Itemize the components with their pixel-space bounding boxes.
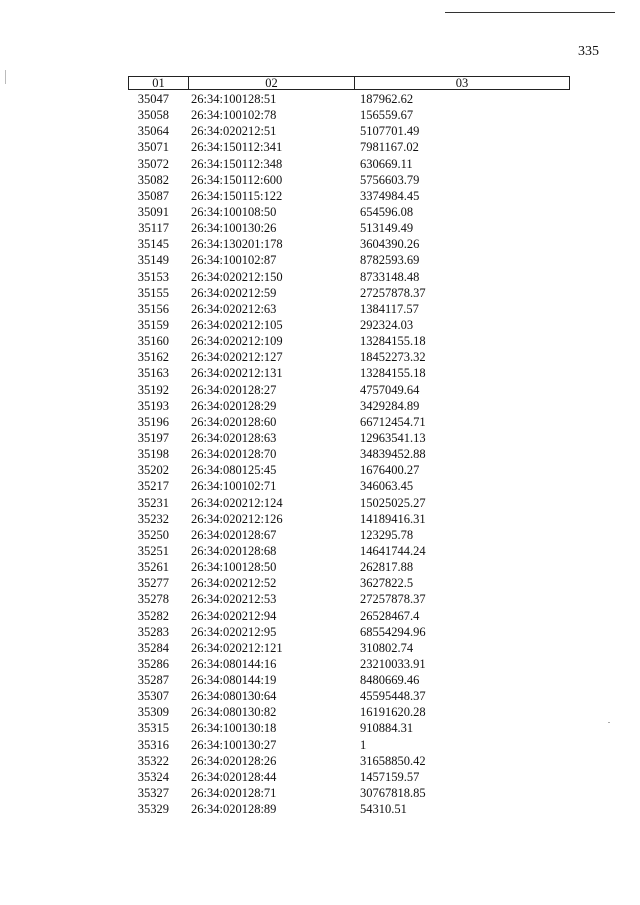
table-cell: 35047 bbox=[137, 92, 169, 106]
scan-artifact bbox=[5, 70, 6, 84]
table-cell: 26:34:020212:150 bbox=[191, 269, 283, 284]
table-row bbox=[128, 252, 570, 268]
table-row bbox=[128, 672, 570, 688]
table-cell: 35064 bbox=[137, 124, 169, 139]
table-cell: 26:34:020128:89 bbox=[191, 802, 277, 817]
table-cell: 35149 bbox=[137, 253, 169, 268]
table-cell: 513149.49 bbox=[360, 221, 414, 236]
table-cell: 35286 bbox=[137, 656, 169, 671]
table-cell: 26:34:100108:50 bbox=[191, 204, 277, 219]
table-cell: 26:34:020212:124 bbox=[191, 495, 283, 510]
table-row bbox=[128, 753, 570, 769]
table-row bbox=[128, 414, 570, 430]
table-cell: 5756603.79 bbox=[360, 172, 420, 187]
table-header bbox=[128, 76, 570, 90]
table-cell: 35159 bbox=[137, 317, 169, 332]
table-row bbox=[128, 688, 570, 704]
table-cell: 26:34:020212:127 bbox=[191, 350, 283, 365]
table-cell: 35202 bbox=[137, 463, 169, 478]
table-row bbox=[128, 285, 570, 301]
table-cell: 35287 bbox=[137, 673, 169, 688]
table-row bbox=[128, 543, 570, 559]
table-cell: 26:34:100130:26 bbox=[191, 221, 277, 236]
table-cell: 26:34:020212:63 bbox=[191, 301, 277, 316]
table-cell: 35162 bbox=[137, 350, 169, 365]
table-cell: 26:34:020212:121 bbox=[191, 640, 283, 655]
table-cell: 35198 bbox=[137, 447, 169, 462]
table-cell: 8733148.48 bbox=[360, 269, 420, 284]
table-cell: 26:34:150112:341 bbox=[191, 140, 283, 155]
table-cell: 4757049.64 bbox=[360, 382, 420, 397]
table-cell: 35284 bbox=[137, 640, 169, 655]
table-row bbox=[128, 156, 570, 172]
table-row bbox=[128, 398, 570, 414]
table-cell: 35058 bbox=[137, 108, 169, 123]
table-cell: 12963541.13 bbox=[360, 430, 426, 445]
table-cell: 35278 bbox=[137, 592, 169, 607]
table-cell: 35232 bbox=[137, 511, 169, 526]
table-cell: 26:34:150112:600 bbox=[191, 172, 283, 187]
table-row bbox=[128, 269, 570, 285]
table-cell: 35307 bbox=[137, 689, 169, 704]
table-cell: 35261 bbox=[137, 560, 169, 575]
table-row bbox=[128, 737, 570, 753]
table-cell: 1384117.57 bbox=[360, 301, 419, 316]
table-row bbox=[128, 107, 570, 123]
table-row bbox=[128, 559, 570, 575]
column-header-01: 01 bbox=[129, 77, 189, 89]
table-row bbox=[128, 769, 570, 785]
table-cell: 14641744.24 bbox=[360, 543, 426, 558]
table-cell: 8480669.46 bbox=[360, 673, 420, 688]
table-cell: 26:34:080130:64 bbox=[191, 689, 277, 704]
table-cell: 45595448.37 bbox=[360, 689, 426, 704]
table-cell: 13284155.18 bbox=[360, 334, 426, 349]
table-cell: 346063.45 bbox=[360, 479, 414, 494]
table-cell: 35217 bbox=[137, 479, 169, 494]
table-cell: 3429284.89 bbox=[360, 398, 420, 413]
table-row bbox=[128, 204, 570, 220]
table-cell: 26:34:020128:68 bbox=[191, 543, 277, 558]
table-cell: 630669.11 bbox=[360, 156, 413, 171]
column-header-03: 03 bbox=[455, 76, 469, 90]
table-row bbox=[128, 220, 570, 236]
table-cell: 35160 bbox=[137, 334, 169, 349]
table-cell: 26:34:080144:19 bbox=[191, 673, 277, 688]
table-cell: 35231 bbox=[137, 495, 169, 510]
table-row bbox=[128, 172, 570, 188]
table-row bbox=[128, 478, 570, 494]
table-row bbox=[128, 333, 570, 349]
table-cell: 26:34:020212:53 bbox=[191, 592, 277, 607]
table-row bbox=[128, 349, 570, 365]
table-cell: 35155 bbox=[137, 285, 169, 300]
table-cell: 3604390.26 bbox=[360, 237, 420, 252]
table-cell: 26:34:100102:71 bbox=[191, 479, 277, 494]
table-cell: 54310.51 bbox=[360, 802, 407, 817]
table-cell: 18452273.32 bbox=[360, 350, 426, 365]
table-cell: 16191620.28 bbox=[360, 705, 426, 720]
column-header-02: 02 bbox=[189, 77, 355, 89]
table-row bbox=[128, 317, 570, 333]
table-cell: 23210033.91 bbox=[360, 656, 426, 671]
table-cell: 26:34:020212:109 bbox=[191, 334, 283, 349]
table-cell: 27257878.37 bbox=[360, 285, 426, 300]
table-cell: 26:34:020128:60 bbox=[191, 414, 277, 429]
table-cell: 26:34:080125:45 bbox=[191, 463, 277, 478]
table-cell: 654596.08 bbox=[360, 204, 414, 219]
table-cell: 1 bbox=[360, 737, 367, 752]
table-row bbox=[128, 656, 570, 672]
table-cell: 35250 bbox=[137, 527, 169, 542]
table-cell: 35087 bbox=[137, 188, 169, 203]
data-table bbox=[128, 76, 570, 817]
table-cell: 31658850.42 bbox=[360, 753, 426, 768]
table-cell: 26:34:020212:59 bbox=[191, 285, 277, 300]
page-number: 335 bbox=[578, 44, 599, 59]
table-cell: 26:34:100130:27 bbox=[191, 737, 277, 752]
table-cell: 310802.74 bbox=[360, 640, 414, 655]
table-cell: 26:34:020128:67 bbox=[191, 527, 277, 542]
table-cell: 1457159.57 bbox=[360, 769, 420, 784]
table-row bbox=[128, 624, 570, 640]
header-rule bbox=[445, 12, 615, 13]
table-cell: 26:34:020128:29 bbox=[191, 398, 277, 413]
table-cell: 30767818.85 bbox=[360, 786, 426, 801]
table-row bbox=[128, 785, 570, 801]
table-row bbox=[128, 527, 570, 543]
table-cell: 26:34:150115:122 bbox=[191, 188, 283, 203]
table-cell: 35153 bbox=[137, 269, 169, 284]
table-cell: 3627822.5 bbox=[360, 576, 414, 591]
table-cell: 187962.62 bbox=[360, 92, 414, 106]
table-cell: 262817.88 bbox=[360, 560, 414, 575]
table-cell: 15025025.27 bbox=[360, 495, 426, 510]
table-cell: 26:34:020128:26 bbox=[191, 753, 277, 768]
table-cell: 26:34:100128:51 bbox=[191, 92, 277, 106]
table-cell: 35192 bbox=[137, 382, 169, 397]
table-cell: 26:34:020212:95 bbox=[191, 624, 277, 639]
table-cell: 35197 bbox=[137, 430, 169, 445]
table-row bbox=[128, 430, 570, 446]
table-cell: 35117 bbox=[138, 221, 169, 236]
table-row bbox=[128, 591, 570, 607]
table-cell: 35316 bbox=[137, 737, 169, 752]
table-cell: 26:34:020212:51 bbox=[191, 124, 277, 139]
table-cell: 26:34:020212:52 bbox=[191, 576, 277, 591]
table-row bbox=[128, 123, 570, 139]
table-cell: 35277 bbox=[137, 576, 169, 591]
table-cell: 26528467.4 bbox=[360, 608, 420, 623]
table-row bbox=[128, 446, 570, 462]
table-cell: 156559.67 bbox=[360, 108, 414, 123]
table-cell: 68554294.96 bbox=[360, 624, 426, 639]
table-cell: 35071 bbox=[137, 140, 169, 155]
table-cell: 35309 bbox=[137, 705, 169, 720]
table-cell: 26:34:100130:18 bbox=[191, 721, 277, 736]
scan-artifact bbox=[608, 722, 610, 723]
table-cell: 35156 bbox=[137, 301, 169, 316]
table-cell: 3374984.45 bbox=[360, 188, 420, 203]
table-row bbox=[128, 640, 570, 656]
table-cell: 26:34:020212:94 bbox=[191, 608, 277, 623]
table-cell: 26:34:100102:87 bbox=[191, 253, 277, 268]
table-row bbox=[128, 462, 570, 478]
table-row bbox=[128, 511, 570, 527]
table-cell: 26:34:020212:105 bbox=[191, 317, 283, 332]
table-row bbox=[128, 801, 570, 817]
table-cell: 8782593.69 bbox=[360, 253, 420, 268]
table-row bbox=[128, 188, 570, 204]
table-row bbox=[128, 91, 570, 107]
table-cell: 26:34:100102:78 bbox=[191, 108, 277, 123]
table-cell: 14189416.31 bbox=[360, 511, 426, 526]
table-cell: 26:34:100128:50 bbox=[191, 560, 277, 575]
table-cell: 5107701.49 bbox=[360, 124, 420, 139]
table-row bbox=[128, 608, 570, 624]
table-cell: 66712454.71 bbox=[360, 414, 426, 429]
table-cell: 26:34:080130:82 bbox=[191, 705, 277, 720]
table-cell: 26:34:020128:27 bbox=[191, 382, 277, 397]
table-cell: 35193 bbox=[137, 398, 169, 413]
table-cell: 292324.03 bbox=[360, 317, 414, 332]
table-cell: 123295.78 bbox=[360, 527, 414, 542]
table-cell: 26:34:020128:71 bbox=[191, 786, 277, 801]
table-cell: 35329 bbox=[137, 802, 169, 817]
table-cell: 35163 bbox=[137, 366, 169, 381]
table-cell: 35282 bbox=[137, 608, 169, 623]
table-row bbox=[128, 236, 570, 252]
table-row bbox=[128, 704, 570, 720]
table-cell: 35283 bbox=[137, 624, 169, 639]
table-cell: 26:34:020128:70 bbox=[191, 447, 277, 462]
table-cell: 35072 bbox=[137, 156, 169, 171]
table-cell: 26:34:020128:63 bbox=[191, 430, 277, 445]
table-cell: 35196 bbox=[137, 414, 169, 429]
table-row bbox=[128, 720, 570, 736]
table-cell: 26:34:020128:44 bbox=[191, 769, 277, 784]
table-row bbox=[128, 382, 570, 398]
table-cell: 35322 bbox=[137, 753, 169, 768]
table-cell: 26:34:130201:178 bbox=[191, 237, 283, 252]
table-cell: 35324 bbox=[137, 769, 169, 784]
table-cell: 26:34:080144:16 bbox=[191, 656, 277, 671]
table-row bbox=[128, 301, 570, 317]
table-cell: 26:34:150112:348 bbox=[191, 156, 283, 171]
table-cell: 34839452.88 bbox=[360, 447, 426, 462]
table-row bbox=[128, 495, 570, 511]
table-cell: 1676400.27 bbox=[360, 463, 420, 478]
table-cell: 35315 bbox=[137, 721, 169, 736]
table-cell: 35327 bbox=[137, 786, 169, 801]
table-row bbox=[128, 139, 570, 155]
table-cell: 910884.31 bbox=[360, 721, 414, 736]
table-cell: 26:34:020212:131 bbox=[191, 366, 283, 381]
table-row bbox=[128, 575, 570, 591]
table-body bbox=[128, 91, 570, 817]
table-row bbox=[128, 365, 570, 381]
table-cell: 35091 bbox=[137, 204, 169, 219]
table-cell: 13284155.18 bbox=[360, 366, 426, 381]
table-cell: 35082 bbox=[137, 172, 169, 187]
table-cell: 35145 bbox=[137, 237, 169, 252]
table-cell: 26:34:020212:126 bbox=[191, 511, 283, 526]
table-cell: 35251 bbox=[137, 543, 169, 558]
table-cell: 7981167.02 bbox=[360, 140, 419, 155]
table-cell: 27257878.37 bbox=[360, 592, 426, 607]
